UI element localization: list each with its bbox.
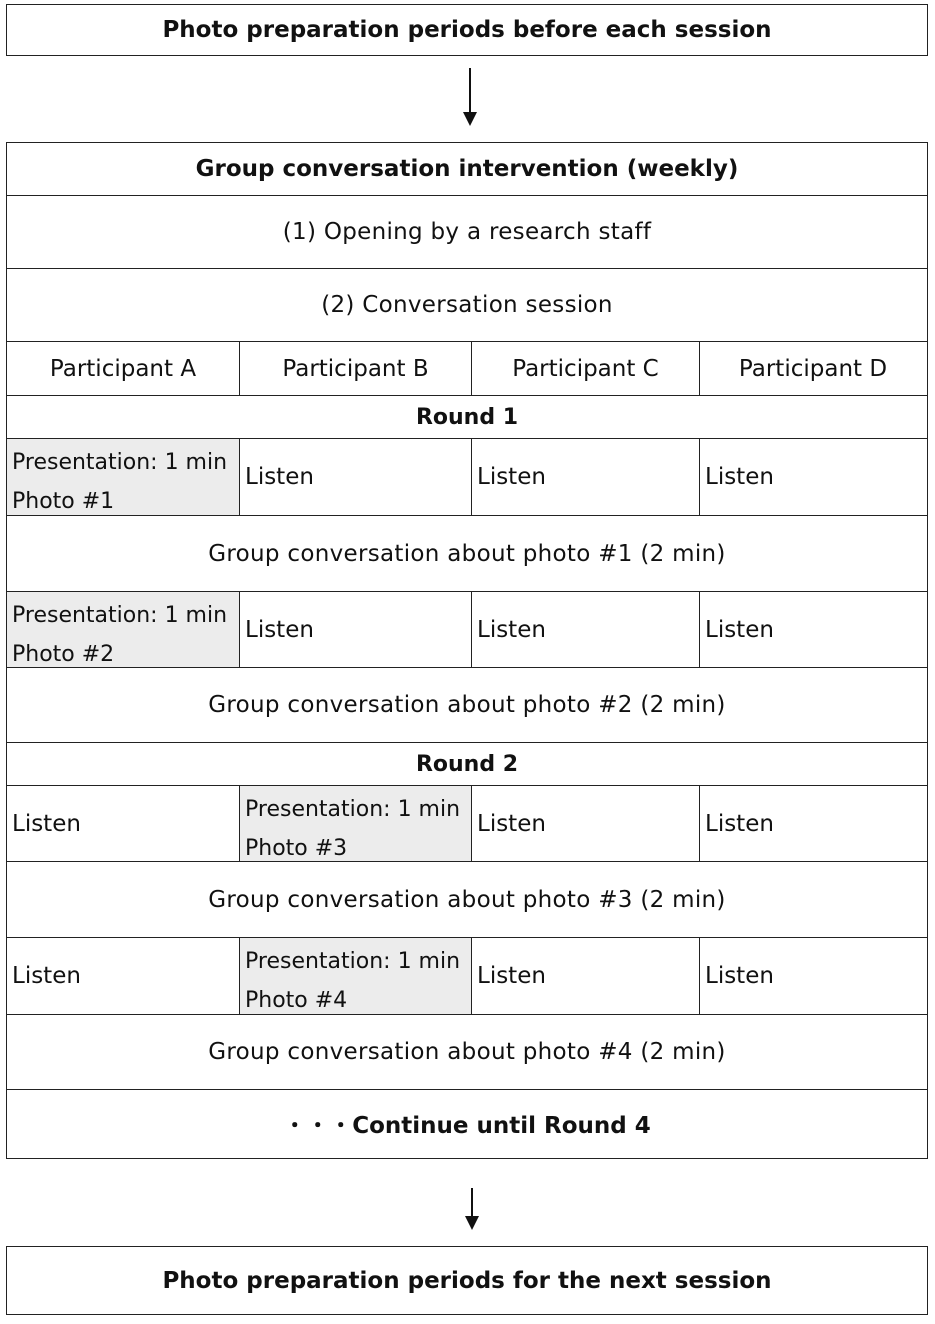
down-arrow-icon <box>462 1188 482 1232</box>
listen-cell: Listen <box>471 592 699 667</box>
intervention-table <box>6 142 928 1159</box>
presentation-cell <box>239 938 471 1014</box>
group-conversation-label: Group conversation about photo #2 (2 min) <box>208 692 726 718</box>
listen-cell: Listen <box>12 810 81 837</box>
participants-row <box>7 341 927 395</box>
top-box-label: Photo preparation periods before each session <box>162 17 772 43</box>
group-conversation-2 <box>7 667 927 742</box>
presentation-label: Presentation: 1 min <box>12 603 228 628</box>
listen-cell: Listen <box>471 938 699 1014</box>
group-conversation-label: Group conversation about photo #1 (2 min) <box>208 540 726 567</box>
opening-step <box>7 195 927 268</box>
round-1-presentation-1 <box>7 438 927 515</box>
photo-label: Photo #4 <box>245 988 348 1013</box>
listen-cell: Listen <box>699 592 926 667</box>
group-conversation-label: Group conversation about photo #3 (2 min) <box>208 886 726 913</box>
participant-c: Participant C <box>471 342 699 395</box>
presentation-cell <box>239 786 471 861</box>
intervention-title-label: Group conversation intervention (weekly) <box>195 156 739 182</box>
photo-label: Photo #1 <box>12 489 115 514</box>
listen-cell: Listen <box>239 592 471 667</box>
presentation-label: Presentation: 1 min <box>12 450 228 475</box>
listen-cell: Listen <box>471 786 699 861</box>
round-2-presentation-3 <box>7 785 927 861</box>
presentation-label: Presentation: 1 min <box>245 797 461 822</box>
round-1-label: Round 1 <box>415 404 519 430</box>
listen-cell: Listen <box>699 786 926 861</box>
round-2-label: Round 2 <box>415 751 519 777</box>
intervention-title <box>7 143 927 195</box>
listen-cell: Listen <box>471 439 699 515</box>
bottom-box-photo-preparation <box>6 1246 928 1315</box>
photo-label: Photo #2 <box>12 642 115 667</box>
round-2-header <box>7 742 927 785</box>
conversation-step-label: (2) Conversation session <box>321 292 613 318</box>
continue-row <box>7 1089 927 1157</box>
top-box-photo-preparation <box>6 4 928 56</box>
round-1-header <box>7 395 927 438</box>
presentation-label: Presentation: 1 min <box>245 949 461 974</box>
group-conversation-label: Group conversation about photo #4 (2 min) <box>208 1039 726 1065</box>
participant-a: Participant A <box>49 355 197 382</box>
group-conversation-1 <box>7 515 927 591</box>
down-arrow-icon <box>460 68 480 128</box>
listen-cell: Listen <box>12 963 81 989</box>
bottom-box-label: Photo preparation periods for the next session <box>162 1267 772 1294</box>
listen-cell: Listen <box>239 439 471 515</box>
presentation-cell <box>7 439 239 515</box>
presentation-cell <box>7 592 239 667</box>
opening-step-label: (1) Opening by a research staff <box>282 219 652 245</box>
round-2-presentation-4 <box>7 937 927 1014</box>
participant-b: Participant B <box>239 342 471 395</box>
round-1-presentation-2 <box>7 591 927 667</box>
continue-label: ・・・Continue until Round 4 <box>283 1113 651 1139</box>
photo-label: Photo #3 <box>245 836 348 861</box>
group-conversation-3 <box>7 861 927 937</box>
group-conversation-4 <box>7 1014 927 1089</box>
participant-d: Participant D <box>699 342 926 395</box>
listen-cell: Listen <box>699 439 926 515</box>
conversation-step <box>7 268 927 341</box>
listen-cell: Listen <box>699 938 926 1014</box>
